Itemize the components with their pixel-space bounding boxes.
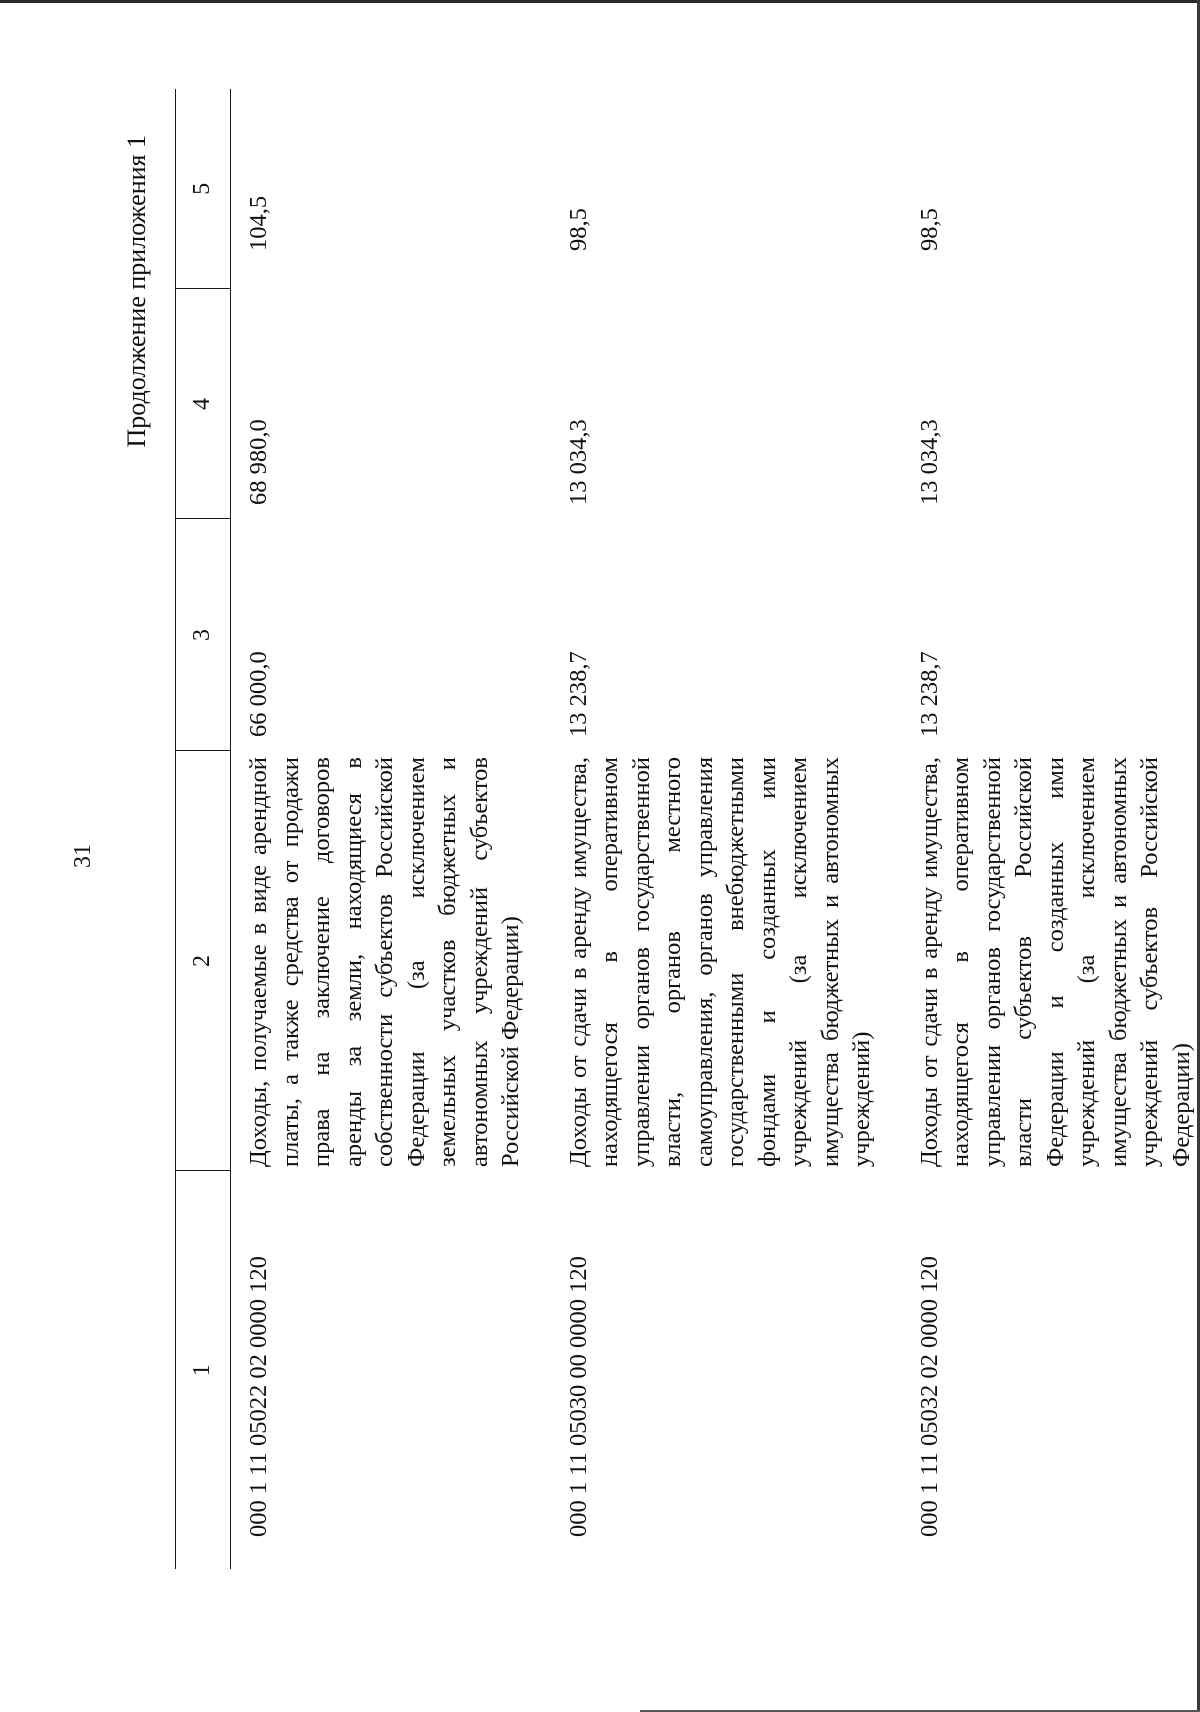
budget-code-cell: 000 1 11 05032 02 0000 120 xyxy=(915,1256,943,1537)
table-row xyxy=(902,89,1198,1569)
table-row xyxy=(231,89,527,1569)
description-cell: Доходы, получаемые в виде арендной платы, а также средства от продажи права на заключение договоров аренды за земли, находящиеся в собственности субъектов Российской Федерации (за исключением земельных участков бюджетных и автономных учреждений субъектов Российской Федерации) xyxy=(245,757,524,1167)
value-col-4-cell: 13 034,3 xyxy=(915,419,943,505)
header-col-3: 3 xyxy=(176,519,231,751)
table-header-row xyxy=(176,89,231,1569)
value-col-4-cell: 13 034,3 xyxy=(564,419,592,505)
header-col-2: 2 xyxy=(176,751,231,1171)
value-col-5-cell: 104,5 xyxy=(245,195,272,251)
budget-code-cell: 000 1 11 05030 00 0000 120 xyxy=(564,1256,592,1537)
header-col-5: 5 xyxy=(176,89,231,289)
value-col-3-cell: 13 238,7 xyxy=(915,651,943,737)
revenue-table xyxy=(175,89,1197,1569)
row-spacer xyxy=(527,89,551,1569)
table-row xyxy=(551,89,878,1569)
value-col-5-cell: 98,5 xyxy=(564,208,592,251)
value-col-3-cell: 13 238,7 xyxy=(564,651,592,737)
header-col-4: 4 xyxy=(176,289,231,519)
description-cell: Доходы от сдачи в аренду имущества, находящегося в оперативном управлении органов государственной власти субъектов Российской Федерации и созданных ими учреждений (за исключением имущества бюджетных и автономных учреждений субъектов Российской Федерации) xyxy=(915,757,1195,1167)
continuation-note: Продолжение приложения 1 xyxy=(122,135,151,448)
budget-code-cell: 000 1 11 05022 02 0000 120 xyxy=(245,1256,272,1537)
header-col-1: 1 xyxy=(176,1171,231,1569)
description-cell: Доходы от сдачи в аренду имущества, находящегося в оперативном управлении органов государственной власти, органов местного самоуправления, органов управления государственными внебюджетными фондами и созданных ими учреждений (за исключением имущества бюджетных и автономных учреждений) xyxy=(564,757,875,1167)
value-col-4-cell: 68 980,0 xyxy=(245,419,272,505)
value-col-3-cell: 66 000,0 xyxy=(245,651,272,737)
row-spacer xyxy=(878,89,902,1569)
page-number: 31 xyxy=(70,844,96,868)
value-col-5-cell: 98,5 xyxy=(915,208,943,251)
